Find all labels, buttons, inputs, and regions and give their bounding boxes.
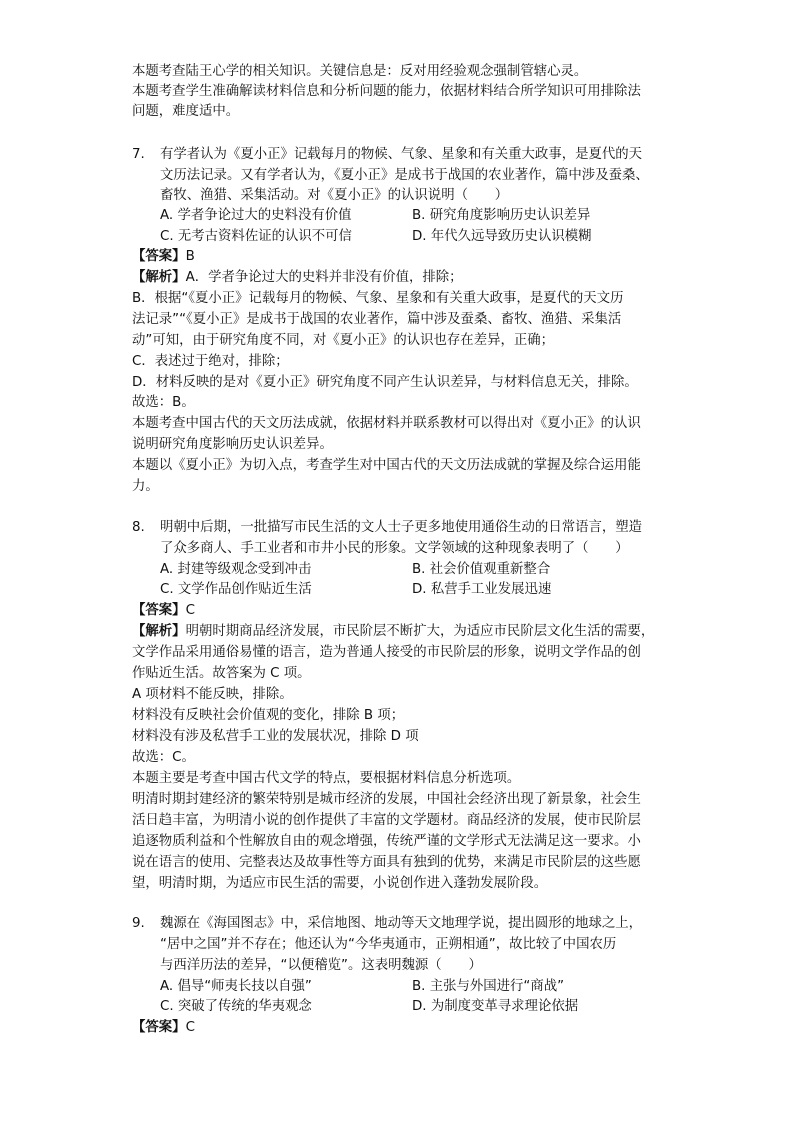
option-b: B. 社会价值观重新整合 <box>412 562 551 577</box>
question-stem: 畜牧、渔猎、采集活动。对《夏小正》的认识说明（ ） <box>160 188 509 203</box>
answer-value: C <box>185 1020 195 1035</box>
analysis-line: A 项材料不能反映，排除。 <box>132 687 293 702</box>
analysis-line: 【解析】A．学者争论过大的史料并非没有价值，排除； <box>132 270 463 285</box>
question-stem: “居中之国”并不存在；他还认为“今华夷通市，正朔相通”，故比较了中国农历 <box>160 937 617 952</box>
question-stem: 文历法记录。又有学者认为，《夏小正》是成书于战国的农业著作，篇中涉及蚕桑、 <box>160 168 649 183</box>
question-number: 7. <box>132 147 145 162</box>
analysis-line: 本题考查中国古代的天文历法成就，依据材料并联系教材可以得出对《夏小正》的认识 <box>132 416 641 431</box>
analysis-line: B．根据“《夏小正》记载每月的物候、气象、星象和有关重大政事，是夏代的天文历 <box>132 291 624 306</box>
answer-line <box>132 601 195 621</box>
analysis-tag: 【解析】 <box>132 624 186 639</box>
answer-line <box>132 247 195 267</box>
analysis-line: 文学作品采用通俗易懂的语言，造为普通人接受的市民阶层的形象，说明文学作品的创 <box>132 645 641 660</box>
answer-line <box>132 1018 195 1038</box>
analysis-line: 故选：C。 <box>132 750 195 765</box>
option-d: D. 私营手工业发展迅速 <box>412 582 552 597</box>
analysis-tag: 【解析】 <box>132 270 186 285</box>
analysis-line: 明清时期封建经济的繁荣特别是城市经济的发展，中国社会经济出现了新景象，社会生 <box>132 792 641 807</box>
option-d: D. 为制度变革寻求理论依据 <box>412 999 579 1014</box>
question-number: 8. <box>132 520 145 535</box>
option-c: C. 突破了传统的华夷观念 <box>160 999 312 1014</box>
analysis-line: 材料没有涉及私营手工业的发展状况，排除 D 项 <box>132 729 419 744</box>
option-c: C. 无考古资料佐证的认识不可信 <box>160 229 352 244</box>
analysis-line: D．材料反映的是对《夏小正》研究角度不同产生认识差异，与材料信息无关，排除。 <box>132 375 638 390</box>
intro-line: 问题，难度适中。 <box>132 104 240 119</box>
answer-tag: 【答案】 <box>132 603 186 618</box>
question-stem: 有学者认为《夏小正》记载每月的物候、气象、星象和有关重大政事，是夏代的天 <box>160 147 643 162</box>
analysis-line: 【解析】明朝时期商品经济发展，市民阶层不断扩大，为适应市民阶层文化生活的需要， <box>132 624 655 639</box>
analysis-line: 本题以《夏小正》为切入点，考查学生对中国古代的天文历法成就的掌握及综合运用能 <box>132 458 641 473</box>
option-c: C. 文学作品创作贴近生活 <box>160 582 312 597</box>
analysis-line: 力。 <box>132 479 159 494</box>
question-stem: 明朝中后期，一批描写市民生活的文人士子更多地使用通俗生动的日常语言，塑造 <box>160 520 643 535</box>
analysis-line: 材料没有反映社会价值观的变化，排除 B 项； <box>132 708 405 723</box>
analysis-line: 说在语言的使用、完整表达及故事性等方面具有独到的优势，来满足市民阶层的这些愿 <box>132 855 641 870</box>
option-a: A. 倡导“师夷长技以自强” <box>160 979 312 994</box>
analysis-line: C．表述过于绝对，排除； <box>132 354 289 369</box>
question-number: 9. <box>132 916 145 931</box>
intro-line: 本题考查陆王心学的相关知识。关键信息是：反对用经验观念强制管辖心灵。 <box>132 64 588 79</box>
option-b: B. 主张与外国进行“商战” <box>412 979 565 994</box>
analysis-line: 望，明清时期，为适应市民生活的需要，小说创作进入蓬勃发展阶段。 <box>132 876 548 891</box>
answer-value: C <box>185 603 195 618</box>
question-stem: 了众多商人、手工业者和市井小民的形象。文学领域的这种现象表明了（ ） <box>160 541 629 556</box>
question-stem: 与西洋历法的差异，“以便稽览”。这表明魏源（ ） <box>160 958 482 973</box>
option-b: B. 研究角度影响历史认识差异 <box>412 208 591 223</box>
analysis-line: 说明研究角度影响历史认识差异。 <box>132 437 333 452</box>
question-stem: 魏源在《海国图志》中，采信地图、地动等天文地理学说，提出圆形的地球之上， <box>160 916 643 931</box>
option-a: A. 学者争论过大的史料没有价值 <box>160 208 352 223</box>
analysis-line: 追逐物质利益和个性解放自由的观念增强，传统严谨的文学形式无法满足这一要求。小 <box>132 834 641 849</box>
answer-tag: 【答案】 <box>132 249 186 264</box>
option-a: A. 封建等级观念受到冲击 <box>160 562 312 577</box>
answer-value: B <box>185 249 195 264</box>
option-d: D. 年代久远导致历史认识模糊 <box>412 229 592 244</box>
analysis-line: 故选：B。 <box>132 395 195 410</box>
analysis-line: 活日趋丰富，为明清小说的创作提供了丰富的文学题材。商品经济的发展，使市民阶层 <box>132 813 641 828</box>
answer-tag: 【答案】 <box>132 1020 186 1035</box>
analysis-line: 本题主要是考查中国古代文学的特点，要根据材料信息分析选项。 <box>132 771 521 786</box>
analysis-line: 动”可知，由于研究角度不同，对《夏小正》的认识也存在差异，正确； <box>132 333 555 348</box>
analysis-line: 作贴近生活。故答案为 C 项。 <box>132 666 311 681</box>
intro-line: 本题考查学生准确解读材料信息和分析问题的能力，依据材料结合所学知识可用排除法 <box>132 84 641 99</box>
analysis-line: 法记录”“《夏小正》是成书于战国的农业著作，篇中涉及蚕桑、畜牧、渔猎、采集活 <box>132 312 622 327</box>
